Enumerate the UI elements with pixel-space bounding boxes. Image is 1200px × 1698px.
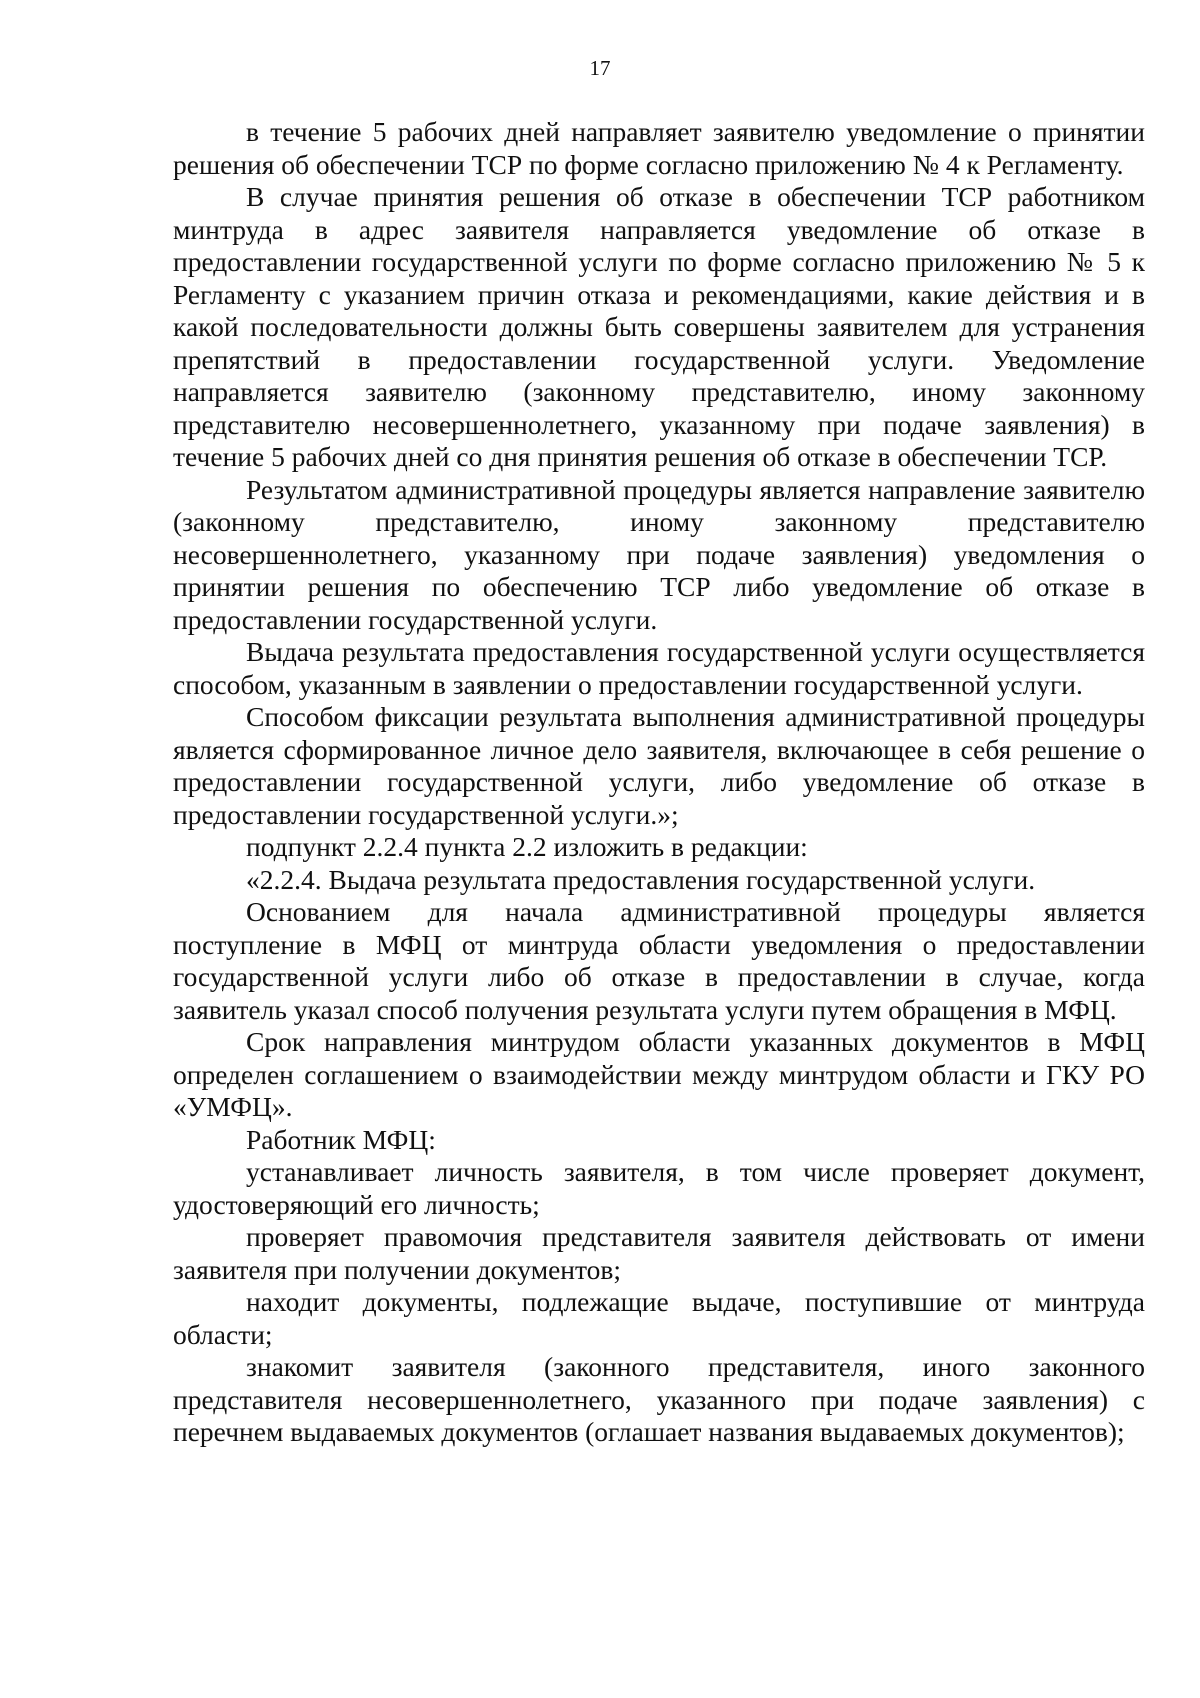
paragraph: устанавливает личность заявителя, в том числе проверяет документ, удостоверяющий его личность;	[173, 1156, 1145, 1220]
paragraph: подпункт 2.2.4 пункта 2.2 изложить в редакции:	[246, 831, 808, 862]
paragraph: Срок направления минтрудом области указанных документов в МФЦ определен соглашением о взаимодействии между минтрудом области и ГКУ РО «УМФЦ».	[173, 1026, 1145, 1122]
paragraph: Работник МФЦ:	[246, 1123, 436, 1155]
paragraph: Основанием для начала административной процедуры является поступление в МФЦ от минтруда области уведомления о предоставлении государственной услуги либо об отказе в предоставлении в случае, когда заявитель указал способ получения результата услуги путем обращения в МФЦ.	[173, 896, 1145, 1025]
paragraph: Способом фиксации результата выполнения административной процедуры является сформированное личное дело заявителя, включающее в себя решение о предоставлении государственной услуги, либо уведомление об отказе в предоставлении государственной услуги.»;	[173, 701, 1145, 830]
paragraph: знакомит заявителя (законного представителя, иного законного представителя несовершеннолетнего, указанного при подаче заявления) с перечнем выдаваемых документов (оглашает названия выдаваемых документов);	[173, 1351, 1145, 1447]
paragraph: находит документы, подлежащие выдаче, поступившие от минтруда области;	[173, 1286, 1145, 1350]
paragraph: Результатом административной процедуры является направление заявителю (законному представителю, иному законному представителю несовершеннолетнего, указанному при подаче заявления) уведомления о принятии решения по обеспечению ТСР либо уведомление об отказе в предоставлении государственной услуги.	[173, 473, 1145, 635]
document-body	[173, 116, 1145, 1449]
paragraph: Выдача результата предоставления государственной услуги осуществляется способом, указанным в заявлении о предоставлении государственной услуги.	[173, 636, 1145, 700]
page-number: 17	[589, 56, 611, 80]
paragraph: В случае принятия решения об отказе в обеспечении ТСР работником минтруда в адрес заявителя направляется уведомление об отказе в предоставлении государственной услуги по форме согласно приложению № 5 к Регламенту с указанием причин отказа и рекомендациями, какие действия и в какой последовательности должны быть совершены заявителем для устранения препятствий в предоставлении государственной услуги. Уведомление направляется заявителю (законному представителю, иному законному представителю несовершеннолетнего, указанному при подаче заявления) в течение 5 рабочих дней со дня принятия решения об отказе в обеспечении ТСР.	[173, 181, 1145, 472]
paragraph: проверяет правомочия представителя заявителя действовать от имени заявителя при получении документов;	[173, 1221, 1145, 1285]
paragraph: в течение 5 рабочих дней направляет заявителю уведомление о принятии решения об обеспечении ТСР по форме согласно приложению № 4 к Регламенту.	[173, 116, 1145, 180]
paragraph: «2.2.4. Выдача результата предоставления государственной услуги.	[246, 863, 1036, 895]
